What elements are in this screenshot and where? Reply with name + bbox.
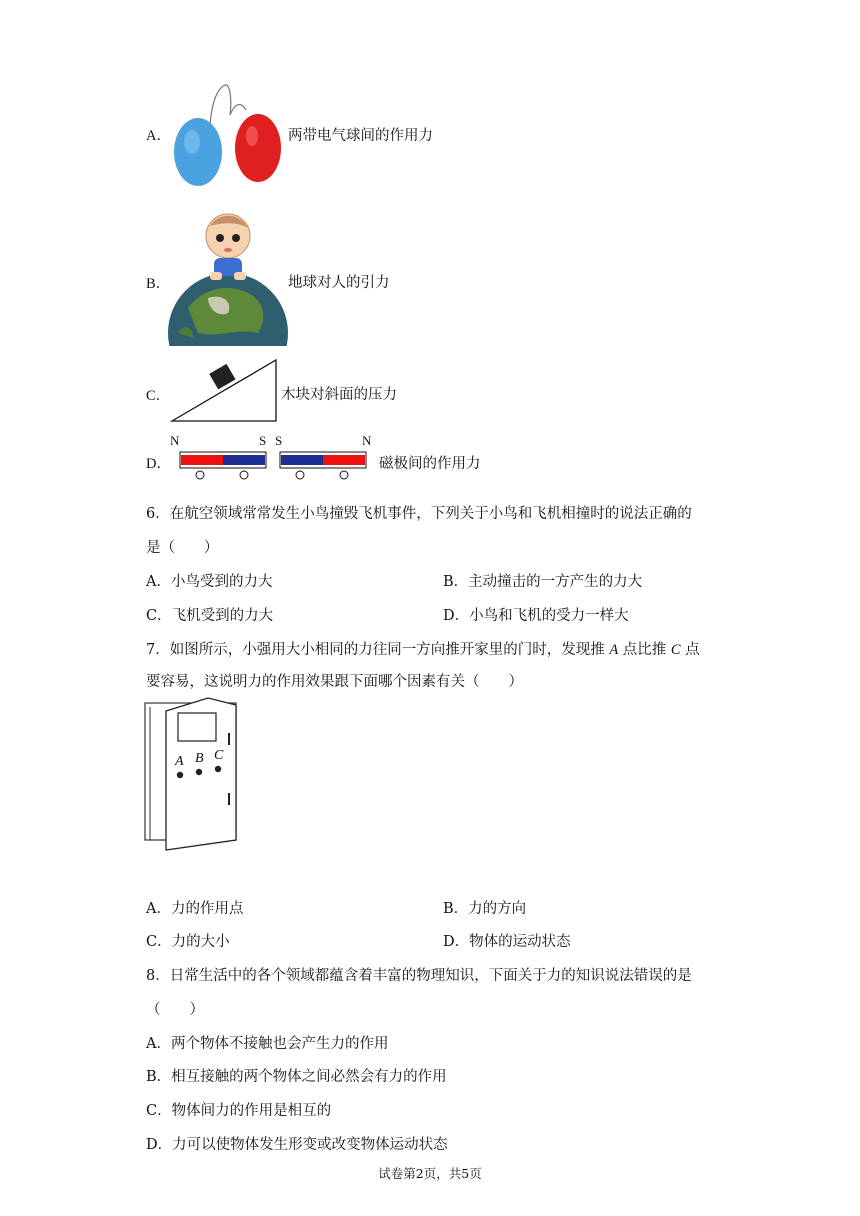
door-label-c: C: [214, 748, 224, 763]
q7-var-a: A: [609, 642, 619, 658]
page-footer: 试卷第2页，共5页: [378, 1166, 482, 1181]
q8-stem-line2: （ ）: [146, 1002, 204, 1018]
q6-stem-line2: 是（ ）: [146, 540, 219, 556]
q5-option-d-letter: D．: [146, 456, 171, 472]
q7-option-a: A．力的作用点: [146, 901, 244, 917]
q5-option-a-text: 两带电气球间的作用力: [288, 128, 433, 144]
q6-option-d: D．小鸟和飞机的受力一样大: [443, 608, 629, 624]
q8-option-a: A．两个物体不接触也会产生力的作用: [146, 1036, 389, 1052]
magnet-label-right-s: S: [275, 433, 283, 448]
q5-option-c-letter: C．: [146, 388, 171, 404]
balloons-image: [170, 80, 290, 190]
q5-option-c-text: 木块对斜面的压力: [281, 387, 397, 403]
q5-option-b-letter: B．: [146, 276, 171, 292]
q8-option-d: D．力可以使物体发生形变或改变物体运动状态: [146, 1137, 448, 1153]
q7-stem-line2: 要容易，这说明力的作用效果跟下面哪个因素有关（ ）: [146, 674, 523, 690]
q6-option-a: A．小鸟受到的力大: [146, 574, 273, 590]
q8-stem-line1: 8．日常生活中的各个领域都蕴含着丰富的物理知识，下面关于力的知识说法错误的是: [146, 968, 692, 984]
q7-stem-line1: 7．如图所示，小强用大小相同的力往同一方向推开家里的门时，发现推 A 点比推 C 点: [146, 642, 700, 658]
q7-option-d: D．物体的运动状态: [443, 934, 571, 950]
baby-on-earth-image: [168, 208, 288, 348]
magnets-image: [178, 450, 368, 484]
door-image: [144, 697, 240, 853]
q7-option-b: B．力的方向: [443, 901, 527, 917]
q7-option-c: C．力的大小: [146, 934, 230, 950]
q8-option-b: B．相互接触的两个物体之间必然会有力的作用: [146, 1069, 447, 1085]
q5-option-b-text: 地球对人的引力: [288, 275, 390, 291]
q8-option-c: C．物体间力的作用是相互的: [146, 1103, 332, 1119]
q5-option-d-text: 磁极间的作用力: [379, 456, 481, 472]
incline-block-image: [170, 358, 280, 424]
door-label-b: B: [195, 751, 204, 766]
door-label-a: A: [175, 754, 184, 769]
q6-stem-line1: 6．在航空领域常常发生小鸟撞毁飞机事件，下列关于小鸟和飞机相撞时的说法正确的: [146, 506, 692, 522]
q7-var-c: C: [670, 642, 681, 658]
q6-option-c: C．飞机受到的力大: [146, 608, 274, 624]
magnet-label-right-n: N: [362, 433, 372, 448]
magnet-label-left-n: N: [170, 433, 180, 448]
magnet-label-left-s: S: [259, 433, 267, 448]
q6-option-b: B．主动撞击的一方产生的力大: [443, 574, 643, 590]
q5-option-a-letter: A．: [146, 128, 171, 144]
